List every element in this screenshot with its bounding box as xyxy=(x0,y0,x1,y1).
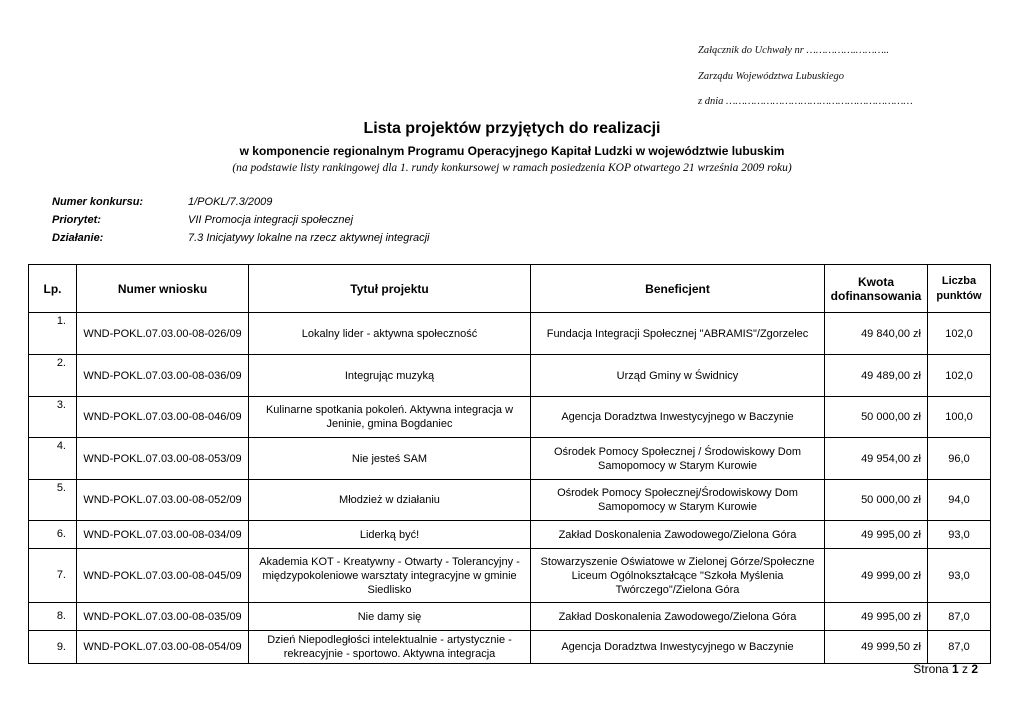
header-points xyxy=(928,265,991,313)
row-number: WND-POKL.07.03.00-08-035/09 xyxy=(77,603,249,631)
row-amount: 49 999,50 zł xyxy=(825,631,928,664)
action-row xyxy=(52,229,430,247)
page-word: Strona xyxy=(913,662,949,676)
row-beneficiary: Agencja Doradztwa Inwestycyjnego w Baczynie xyxy=(531,631,825,664)
row-points: 100,0 xyxy=(928,397,991,438)
row-amount: 49 999,00 zł xyxy=(825,549,928,603)
page-total: 2 xyxy=(971,662,978,676)
contest-metadata xyxy=(52,193,430,247)
row-number: WND-POKL.07.03.00-08-052/09 xyxy=(77,480,249,521)
row-points: 93,0 xyxy=(928,521,991,549)
row-points: 87,0 xyxy=(928,603,991,631)
row-beneficiary: Fundacja Integracji Społecznej "ABRAMIS"/Zgorzelec xyxy=(531,313,825,355)
row-lp: 5. xyxy=(29,480,77,521)
table-row xyxy=(29,603,991,631)
row-lp: 2. xyxy=(29,355,77,397)
table-header-row xyxy=(29,265,991,313)
priority-row xyxy=(52,211,430,229)
contest-number-value: 1/POKL/7.3/2009 xyxy=(188,196,273,208)
row-number: WND-POKL.07.03.00-08-036/09 xyxy=(77,355,249,397)
header-beneficiary: Beneficjent xyxy=(531,265,825,313)
header-amount-line1: Kwota xyxy=(858,274,894,289)
row-amount: 49 995,00 zł xyxy=(825,603,928,631)
row-lp: 1. xyxy=(29,313,77,355)
row-lp: 8. xyxy=(29,603,77,631)
row-title: Integrując muzyką xyxy=(249,355,531,397)
table-row xyxy=(29,631,991,664)
row-lp: 4. xyxy=(29,438,77,480)
page-number xyxy=(913,662,978,676)
row-amount: 49 995,00 zł xyxy=(825,521,928,549)
table-row xyxy=(29,355,991,397)
annex-line-3: z dnia …………………………………………………… xyxy=(698,96,913,107)
table-row xyxy=(29,549,991,603)
page-of: z xyxy=(961,662,968,676)
document-subtitle: w komponencie regionalnym Programu Operacyjnego Kapitał Ludzki w województwie lubuskim xyxy=(239,144,785,158)
row-beneficiary: Stowarzyszenie Oświatowe w Zielonej Górze/Społeczne Liceum Ogólnokształcące "Szkoła Myślenia Twórczego"/Zielona Góra xyxy=(531,549,825,603)
row-beneficiary: Ośrodek Pomocy Społecznej/Środowiskowy Dom Samopomocy w Starym Kurowie xyxy=(531,480,825,521)
row-amount: 50 000,00 zł xyxy=(825,480,928,521)
row-amount: 49 840,00 zł xyxy=(825,313,928,355)
row-beneficiary: Zakład Doskonalenia Zawodowego/Zielona Góra xyxy=(531,603,825,631)
row-title: Nie damy się xyxy=(249,603,531,631)
row-lp: 9. xyxy=(29,631,77,664)
row-beneficiary: Urząd Gminy w Świdnicy xyxy=(531,355,825,397)
row-points: 102,0 xyxy=(928,313,991,355)
row-title: Lokalny lider - aktywna społeczność xyxy=(249,313,531,355)
row-points: 93,0 xyxy=(928,549,991,603)
projects-table xyxy=(28,264,991,664)
annex-note xyxy=(698,38,913,115)
row-beneficiary: Ośrodek Pomocy Społecznej / Środowiskowy Dom Samopomocy w Starym Kurowie xyxy=(531,438,825,480)
row-title: Nie jesteś SAM xyxy=(249,438,531,480)
row-points: 87,0 xyxy=(928,631,991,664)
header-points-line2: punktów xyxy=(936,289,982,302)
priority-value: VII Promocja integracji społecznej xyxy=(188,214,354,226)
annex-line-1: Załącznik do Uchwały nr …………….……….. xyxy=(698,45,890,56)
row-title: Dzień Niepodległości intelektualnie - artystycznie - rekreacyjnie - sportowo. Aktywna integracja xyxy=(249,631,531,664)
row-amount: 50 000,00 zł xyxy=(825,397,928,438)
row-points: 94,0 xyxy=(928,480,991,521)
action-value: 7.3 Inicjatywy lokalne na rzecz aktywnej integracji xyxy=(188,232,430,244)
contest-number-label: Numer konkursu: xyxy=(52,196,144,208)
row-lp: 6. xyxy=(29,521,77,549)
table-row xyxy=(29,438,991,480)
row-amount: 49 489,00 zł xyxy=(825,355,928,397)
row-lp: 7. xyxy=(29,549,77,603)
table-row xyxy=(29,521,991,549)
row-title: Młodzież w działaniu xyxy=(249,480,531,521)
row-points: 96,0 xyxy=(928,438,991,480)
header-lp: Lp. xyxy=(29,265,77,313)
row-number: WND-POKL.07.03.00-08-053/09 xyxy=(77,438,249,480)
contest-number-row xyxy=(52,193,430,211)
annex-line-2: Zarządu Województwa Lubuskiego xyxy=(698,70,845,82)
row-amount: 49 954,00 zł xyxy=(825,438,928,480)
table-row xyxy=(29,480,991,521)
header-amount xyxy=(825,265,928,313)
header-title: Tytuł projektu xyxy=(249,265,531,313)
document-title: Lista projektów przyjętych do realizacji xyxy=(363,120,661,137)
row-beneficiary: Zakład Doskonalenia Zawodowego/Zielona Góra xyxy=(531,521,825,549)
row-number: WND-POKL.07.03.00-08-054/09 xyxy=(77,631,249,664)
action-label: Działanie: xyxy=(52,232,104,244)
row-number: WND-POKL.07.03.00-08-026/09 xyxy=(77,313,249,355)
header-number: Numer wniosku xyxy=(77,265,249,313)
row-number: WND-POKL.07.03.00-08-046/09 xyxy=(77,397,249,438)
table-row xyxy=(29,313,991,355)
row-title: Kulinarne spotkania pokoleń. Aktywna integracja w Jeninie, gmina Bogdaniec xyxy=(249,397,531,438)
header-amount-line2: dofinansowania xyxy=(830,288,922,303)
document-note: (na podstawie listy rankingowej dla 1. rundy konkursowej w ramach posiedzenia KOP otwartego 21 września 2009 roku) xyxy=(232,162,792,174)
row-lp: 3. xyxy=(29,397,77,438)
page-current: 1 xyxy=(951,662,959,676)
row-number: WND-POKL.07.03.00-08-045/09 xyxy=(77,549,249,603)
row-title: Liderką być! xyxy=(249,521,531,549)
header-points-line1: Liczba xyxy=(941,274,977,287)
table-row xyxy=(29,397,991,438)
row-points: 102,0 xyxy=(928,355,991,397)
row-number: WND-POKL.07.03.00-08-034/09 xyxy=(77,521,249,549)
row-beneficiary: Agencja Doradztwa Inwestycyjnego w Baczynie xyxy=(531,397,825,438)
row-title: Akademia KOT - Kreatywny - Otwarty - Tolerancyjny - międzypokoleniowe warsztaty integracyjne w gminie Siedlisko xyxy=(249,549,531,603)
priority-label: Priorytet: xyxy=(52,214,101,226)
